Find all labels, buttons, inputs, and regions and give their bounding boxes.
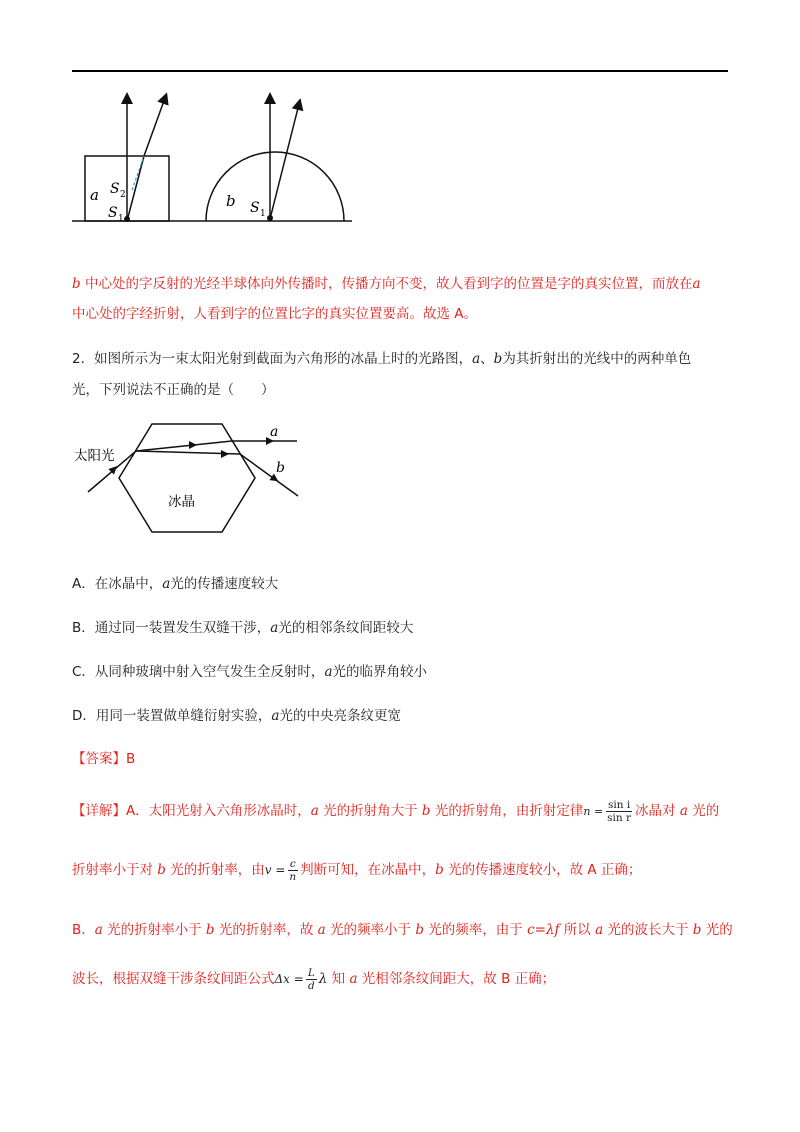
var-a: a	[595, 922, 604, 938]
denominator: d	[307, 979, 315, 992]
text: 光的频率小于	[325, 922, 416, 938]
text: 光的折射角大于	[318, 803, 422, 819]
text: 光的中央亮条纹更宽	[279, 708, 401, 724]
label-s1-b-sub: 1	[260, 209, 266, 219]
var-a: a	[472, 351, 481, 367]
var-a: a	[310, 803, 319, 819]
text: 【详解】A．太阳光射入六角形冰晶时，	[72, 803, 311, 819]
ice-label: 冰晶	[168, 494, 195, 510]
detail-line1	[72, 798, 719, 825]
question-line1	[72, 347, 691, 367]
numerator: L	[307, 966, 315, 979]
var-a: a	[679, 803, 688, 819]
detail-line4	[72, 964, 555, 994]
label-a: a	[90, 186, 99, 204]
text: 光的折射率小于	[102, 922, 206, 938]
ray-a-label: a	[270, 424, 279, 440]
refracted-ray-inside-a	[127, 156, 144, 221]
text: B．通过同一装置发生双缝干涉，	[72, 620, 271, 636]
text: C．从同种玻璃中射入空气发生全反射时，	[72, 664, 325, 680]
text: 光的波长大于	[603, 922, 693, 938]
text: 2．如图所示为一束太阳光射到截面为六角形的冰晶上时的光路图，	[72, 351, 473, 367]
text: 光的折射率，故	[214, 922, 318, 938]
text: 光的	[687, 803, 720, 819]
denominator: n	[289, 870, 297, 883]
header-rule	[72, 70, 728, 72]
answer-label: 【答案】B	[72, 751, 136, 767]
denominator: sin r	[607, 811, 632, 824]
text: 、	[480, 351, 494, 367]
hexagon	[119, 424, 255, 532]
formula-c-lambda-f: c=λf	[527, 922, 560, 938]
inner-ray-a	[136, 441, 232, 451]
text: 中心处的字经折射，人看到字的位置比字的真实位置要高。故选 A。	[72, 306, 478, 322]
formula-n: n =	[583, 805, 604, 818]
option-c	[72, 660, 427, 680]
var-a: a	[270, 620, 279, 636]
figure-ice-crystal	[72, 410, 332, 545]
answer	[72, 747, 135, 767]
text: 光的相邻条纹间距较大	[278, 620, 414, 636]
var-b: b	[421, 803, 431, 819]
option-a	[72, 572, 278, 592]
var-b: b	[415, 922, 424, 938]
var-b: b	[157, 862, 166, 878]
var-b: b	[72, 276, 81, 292]
text: 光的折射率，由	[165, 862, 265, 878]
prev-explanation-line2	[72, 302, 477, 322]
label-b: b	[226, 192, 236, 210]
text: 折射率小于对	[72, 862, 158, 878]
var-a: a	[692, 276, 701, 292]
label-s1: S	[108, 205, 118, 221]
text: 知	[327, 971, 350, 987]
label-s2: S	[110, 181, 120, 197]
numerator: c	[289, 857, 296, 870]
text: 光，下列说法不正确的是（ ）	[72, 382, 275, 398]
dashed-extension	[132, 156, 144, 190]
text: A．在冰晶中，	[72, 576, 163, 592]
oblique-ray-b	[270, 104, 299, 219]
point-s1-b	[267, 215, 273, 221]
formula-dx: Δx =	[274, 972, 304, 986]
label-s2-sub: 2	[120, 190, 126, 200]
option-b	[72, 616, 413, 636]
detail-line3	[72, 918, 733, 938]
text: 中心处的字反射的光经半球体向外传播时，传播方向不变，故人看到字的位置是字的真实位置，而放在	[80, 276, 693, 292]
fraction-sin	[605, 799, 633, 824]
hemisphere	[206, 152, 344, 221]
var-b: b	[205, 922, 215, 938]
text: 光相邻条纹间距大，故 B 正确；	[357, 971, 556, 987]
text: 光的临界角较小	[332, 664, 427, 680]
var-a: a	[349, 971, 358, 987]
option-d	[72, 704, 401, 724]
prev-explanation-line1	[72, 272, 701, 292]
text: 所以	[559, 922, 596, 938]
fraction-c-n	[287, 858, 298, 883]
text: B．	[72, 922, 95, 938]
var-a: a	[162, 576, 171, 592]
var-a: a	[317, 922, 326, 938]
lambda-symbol: λ	[318, 971, 328, 987]
var-b: b	[493, 351, 503, 367]
ray-b-label: b	[276, 460, 285, 476]
fraction-l-d	[306, 967, 317, 992]
sun-label: 太阳光	[74, 448, 115, 464]
var-b: b	[692, 922, 702, 938]
label-s1-b: S	[250, 200, 260, 216]
question-line2	[72, 378, 275, 398]
formula-v: v =	[264, 863, 286, 877]
text: D．用同一装置做单缝衍射实验，	[72, 708, 272, 724]
text: 光的折射角，由折射定律	[430, 803, 584, 819]
text: 判断可知，在冰晶中，	[300, 862, 436, 878]
emergent-ray-a	[144, 98, 165, 156]
var-a: a	[271, 708, 280, 724]
point-s1-a	[124, 216, 130, 222]
text: 波长，根据双缝干涉条纹间距公式	[72, 971, 275, 987]
figure-block-and-hemisphere	[72, 90, 362, 230]
var-a: a	[324, 664, 333, 680]
var-a: a	[94, 922, 103, 938]
text: 冰晶对	[635, 803, 680, 819]
label-s1-sub: 1	[118, 214, 124, 224]
var-b: b	[435, 862, 444, 878]
text: 光的频率，由于	[423, 922, 528, 938]
detail-line2	[72, 856, 641, 884]
text: 为其折射出的光线中的两种单色	[502, 351, 692, 367]
numerator: sin i	[608, 798, 631, 811]
text: 光的传播速度较大	[170, 576, 279, 592]
text: 光的传播速度较小，故 A 正确；	[443, 862, 642, 878]
text: 光的	[701, 922, 733, 938]
